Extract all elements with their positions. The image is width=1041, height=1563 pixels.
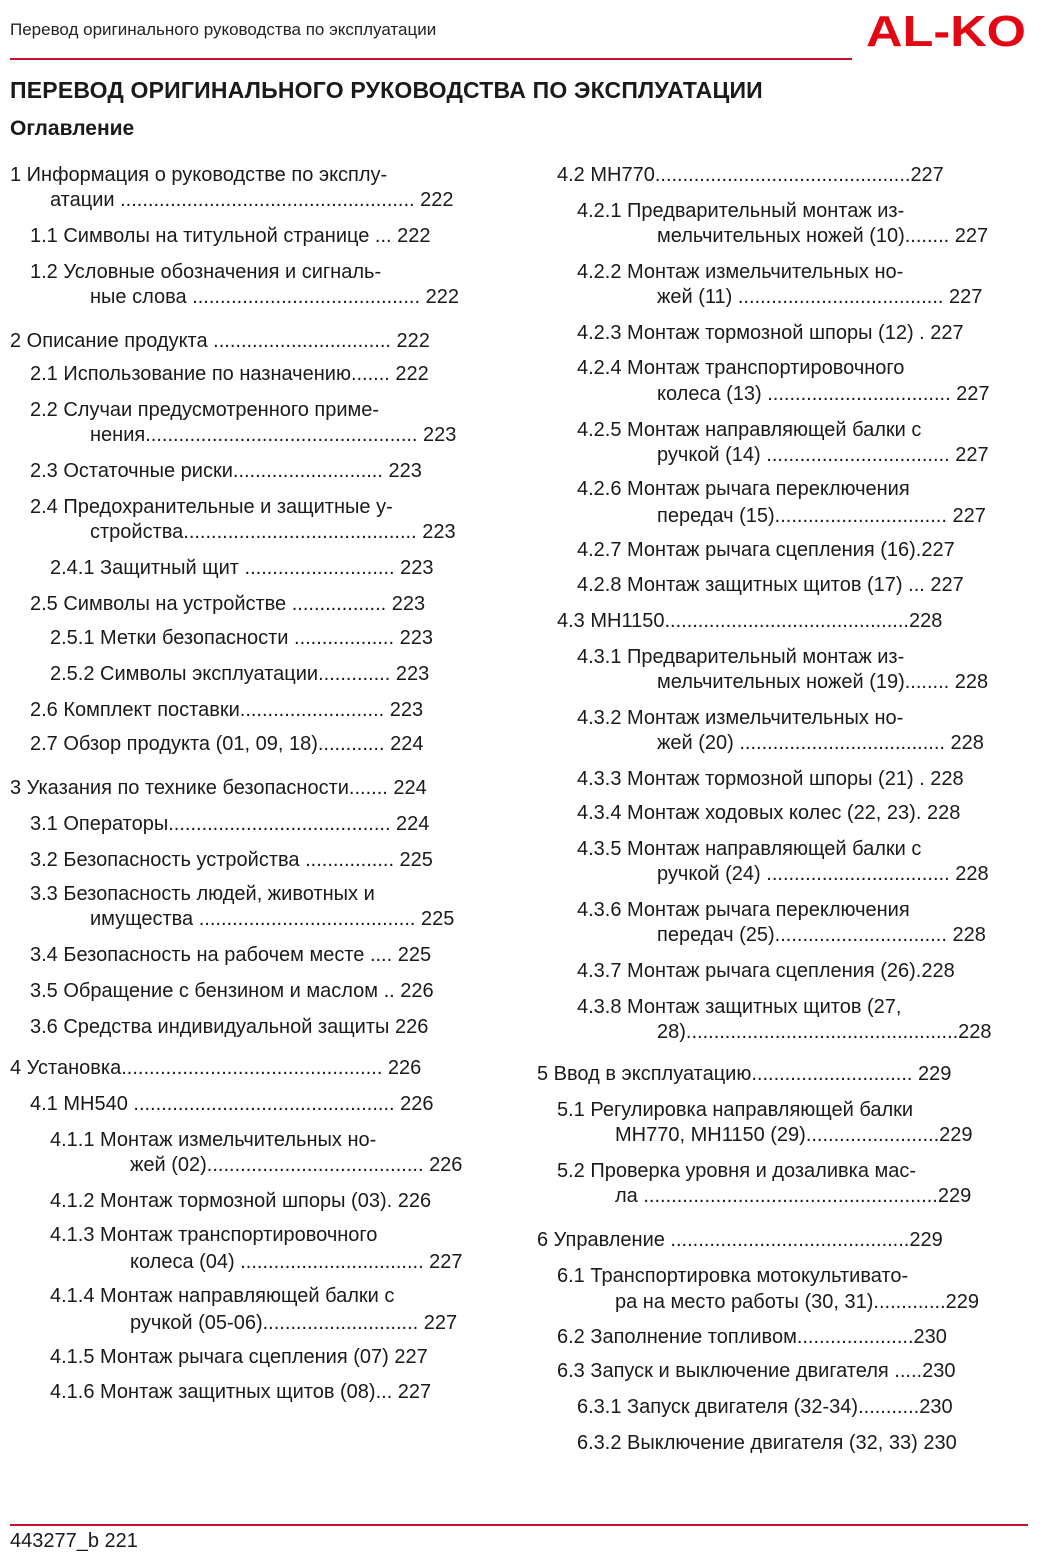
toc-line-right: 4.3 MH1150............................................228 bbox=[557, 610, 943, 632]
toc-line-right: мельчительных ножей (19)........ 228 bbox=[657, 671, 989, 693]
toc-line-right: ручкой (14) ................................. 227 bbox=[657, 444, 989, 466]
toc-heading: Оглавление bbox=[10, 117, 135, 140]
toc-line-right: передач (15)............................... 227 bbox=[657, 505, 986, 527]
toc-line-left: 2.5.1 Метки безопасности .................. 223 bbox=[50, 627, 433, 649]
toc-line-left: жей (02)....................................... 226 bbox=[130, 1154, 463, 1176]
toc-line-left: 3.2 Безопасность устройства ................ 225 bbox=[30, 849, 433, 871]
toc-line-right: 6.3 Запуск и выключение двигателя .....230 bbox=[557, 1360, 956, 1382]
toc-line-left: 2.5 Символы на устройстве ................. 223 bbox=[30, 593, 426, 615]
toc-line-left: 2.4.1 Защитный щит ........................... 223 bbox=[50, 557, 434, 579]
toc-line-right: 4.3.5 Монтаж направляющей балки с bbox=[577, 838, 922, 860]
toc-line-left: 4 Установка............................................... 226 bbox=[10, 1057, 422, 1079]
toc-line-right: колеса (13) ................................. 227 bbox=[657, 383, 990, 405]
toc-line-left: 3.1 Операторы........................................ 224 bbox=[30, 813, 430, 835]
toc-line-left: нения................................................. 223 bbox=[90, 424, 457, 446]
toc-line-right: 4.3.4 Монтаж ходовых колес (22, 23). 228 bbox=[577, 802, 961, 824]
toc-line-right: 4.2.4 Монтаж транспортировочного bbox=[577, 357, 905, 379]
toc-line-left: 3.5 Обращение с бензином и маслом .. 226 bbox=[30, 980, 434, 1002]
toc-line-right: ра на место работы (30, 31).............229 bbox=[615, 1291, 980, 1313]
toc-line-right: 5 Ввод в эксплуатацию............................. 229 bbox=[537, 1063, 952, 1085]
toc-line-right: 4.3.2 Монтаж измельчительных но- bbox=[577, 707, 904, 729]
toc-line-right: 4.2.1 Предварительный монтаж из- bbox=[577, 200, 905, 222]
toc-line-left: 4.1.6 Монтаж защитных щитов (08)... 227 bbox=[50, 1381, 432, 1403]
toc-line-left: колеса (04) ................................. 227 bbox=[130, 1251, 463, 1273]
toc-line-left: атации ..................................................... 222 bbox=[50, 189, 454, 211]
toc-line-right: жей (11) ..................................... 227 bbox=[657, 286, 983, 308]
alko-logo bbox=[866, 8, 1028, 52]
toc-line-left: 3 Указания по технике безопасности....... 224 bbox=[10, 777, 427, 799]
toc-line-right: ручкой (24) ................................. 228 bbox=[657, 863, 989, 885]
logo-text: AL-KO bbox=[866, 8, 1026, 52]
toc-line-left: ручкой (05-06)............................ 227 bbox=[130, 1312, 458, 1334]
toc-line-left: 4.1.4 Монтаж направляющей балки с bbox=[50, 1285, 395, 1307]
footer-rule bbox=[10, 1524, 1028, 1526]
document-title: ПЕРЕВОД ОРИГИНАЛЬНОГО РУКОВОДСТВА ПО ЭКСПЛУАТАЦИИ bbox=[10, 77, 763, 103]
toc-line-right: 5.2 Проверка уровня и дозаливка мас- bbox=[557, 1160, 917, 1182]
header-rule bbox=[10, 58, 852, 60]
toc-line-right: 4.2.6 Монтаж рычага переключения bbox=[577, 478, 910, 500]
toc-line-right: 4.3.7 Монтаж рычага сцепления (26).228 bbox=[577, 960, 955, 982]
toc-line-left: 2.5.2 Символы эксплуатации............. 223 bbox=[50, 663, 430, 685]
toc-line-left: 4.1.2 Монтаж тормозной шпоры (03). 226 bbox=[50, 1190, 432, 1212]
toc-line-left: 2 Описание продукта ................................ 222 bbox=[10, 330, 430, 352]
toc-line-right: передач (25)............................... 228 bbox=[657, 924, 986, 946]
toc-line-right: MH770, MH1150 (29)........................229 bbox=[615, 1124, 973, 1146]
toc-line-right: 6.3.2 Выключение двигателя (32, 33) 230 bbox=[577, 1432, 957, 1454]
toc-line-right: 4.2.8 Монтаж защитных щитов (17) ... 227 bbox=[577, 574, 964, 596]
toc-line-left: стройства.......................................... 223 bbox=[90, 521, 456, 543]
toc-line-right: 6 Управление ...........................................229 bbox=[537, 1229, 943, 1251]
toc-line-right: 6.3.1 Запуск двигателя (32-34)...........230 bbox=[577, 1396, 953, 1418]
toc-line-right: 6.2 Заполнение топливом.....................230 bbox=[557, 1326, 947, 1348]
toc-line-left: 1 Информация о руководстве по эксплу- bbox=[10, 164, 388, 186]
toc-line-right: 28).................................................228 bbox=[657, 1021, 992, 1043]
toc-line-left: 3.6 Средства индивидуальной защиты 226 bbox=[30, 1016, 429, 1038]
toc-line-right: 4.2.2 Монтаж измельчительных но- bbox=[577, 261, 904, 283]
toc-line-left: 4.1.5 Монтаж рычага сцепления (07) 227 bbox=[50, 1346, 428, 1368]
toc-line-right: 4.3.8 Монтаж защитных щитов (27, bbox=[577, 996, 902, 1018]
toc-line-right: 4.2.5 Монтаж направляющей балки с bbox=[577, 419, 922, 441]
toc-line-left: 2.7 Обзор продукта (01, 09, 18)............ 224 bbox=[30, 733, 424, 755]
toc-line-left: 1.2 Условные обозначения и сигналь- bbox=[30, 261, 382, 283]
toc-line-left: 4.1.3 Монтаж транспортировочного bbox=[50, 1224, 378, 1246]
toc-line-right: 4.2.7 Монтаж рычага сцепления (16).227 bbox=[577, 539, 955, 561]
toc-line-right: 5.1 Регулировка направляющей балки bbox=[557, 1099, 914, 1121]
toc-line-left: 2.4 Предохранительные и защитные у- bbox=[30, 496, 393, 518]
toc-line-right: ла .....................................................229 bbox=[615, 1185, 972, 1207]
toc-line-left: ные слова ......................................... 222 bbox=[90, 286, 459, 308]
toc-line-right: 4.2.3 Монтаж тормозной шпоры (12) . 227 bbox=[577, 322, 964, 344]
toc-line-right: 4.2 MH770..............................................227 bbox=[557, 164, 944, 186]
toc-line-right: 4.3.1 Предварительный монтаж из- bbox=[577, 646, 905, 668]
toc-line-right: 4.3.6 Монтаж рычага переключения bbox=[577, 899, 910, 921]
toc-line-right: 6.1 Транспортировка мотокультивато- bbox=[557, 1265, 909, 1287]
toc-line-left: 4.1.1 Монтаж измельчительных но- bbox=[50, 1129, 377, 1151]
footer-page-code: 443277_b 221 bbox=[10, 1530, 138, 1552]
toc-line-right: 4.3.3 Монтаж тормозной шпоры (21) . 228 bbox=[577, 768, 964, 790]
toc-line-left: 4.1 MH540 ............................................... 226 bbox=[30, 1093, 434, 1115]
running-header: Перевод оригинального руководства по эксплуатации bbox=[10, 20, 437, 39]
toc-line-left: 2.6 Комплект поставки.......................... 223 bbox=[30, 699, 424, 721]
toc-line-left: 3.4 Безопасность на рабочем месте .... 225 bbox=[30, 944, 432, 966]
toc-line-left: 1.1 Символы на титульной странице ... 222 bbox=[30, 225, 431, 247]
toc-line-left: 2.3 Остаточные риски........................... 223 bbox=[30, 460, 422, 482]
toc-line-right: жей (20) ..................................... 228 bbox=[657, 732, 984, 754]
toc-line-right: мельчительных ножей (10)........ 227 bbox=[657, 225, 989, 247]
toc-line-left: имущества ....................................... 225 bbox=[90, 908, 455, 930]
toc-line-left: 2.1 Использование по назначению....... 222 bbox=[30, 363, 429, 385]
toc-line-left: 3.3 Безопасность людей, животных и bbox=[30, 883, 375, 905]
toc-line-left: 2.2 Случаи предусмотренного приме- bbox=[30, 399, 380, 421]
